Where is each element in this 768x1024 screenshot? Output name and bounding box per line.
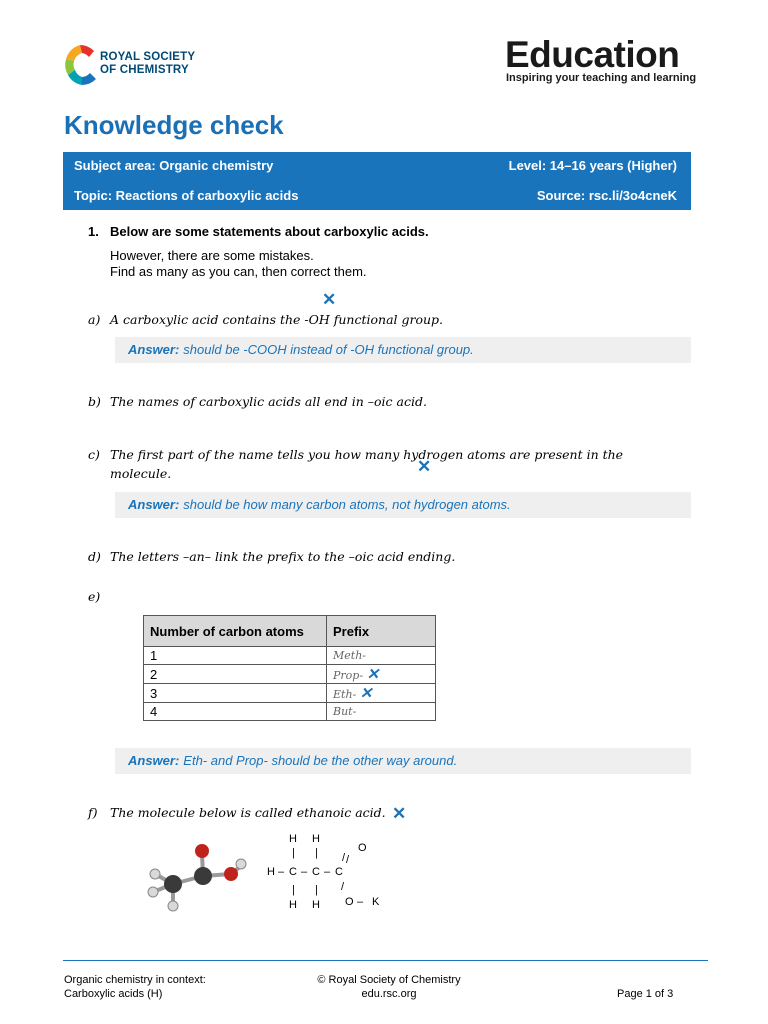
statement-c-line-1: The first part of the name tells you how many hydrogen atoms are present in the xyxy=(110,447,624,462)
footer-left-2: Carboxylic acids (H) xyxy=(64,988,163,1000)
question-title: Below are some statements about carboxylic acids. xyxy=(110,224,429,239)
footer-left xyxy=(64,973,206,1001)
atom-label: H xyxy=(289,833,297,845)
banner-source: Source: rsc.li/3o4cneK xyxy=(536,188,677,203)
page-title: Knowledge check xyxy=(64,110,284,140)
table-cell: 1 xyxy=(144,647,327,665)
table-row xyxy=(144,684,436,703)
footer-center-2: edu.rsc.org xyxy=(361,988,417,1000)
answer-a xyxy=(115,337,691,363)
table-row xyxy=(144,703,436,721)
statement-c-letter: c) xyxy=(88,447,100,462)
banner-subject: Subject area: Organic chemistry xyxy=(74,158,274,173)
education-title: Education xyxy=(505,34,680,75)
atom-label: K xyxy=(372,896,380,908)
footer-left-1: Organic chemistry in context: xyxy=(64,974,206,986)
statement-f-letter: f) xyxy=(88,805,98,820)
table-cell-text: Eth- xyxy=(333,688,357,701)
table-row xyxy=(144,647,436,665)
rsc-line-1: ROYAL SOCIETY xyxy=(100,51,196,63)
rsc-logo xyxy=(62,43,222,87)
bond-label: – xyxy=(357,896,364,908)
table-cell xyxy=(327,684,436,703)
cross-mark-icon: ✕ xyxy=(322,290,337,309)
table-cell: Meth- xyxy=(327,647,436,665)
instruction-line-1: However, there are some mistakes. xyxy=(110,248,314,263)
banner-level: Level: 14–16 years (Higher) xyxy=(508,158,677,173)
table-cell: 2 xyxy=(144,665,327,684)
atom-label: C xyxy=(289,866,297,878)
cross-mark-icon: ✕ xyxy=(366,665,380,683)
bond-label: / xyxy=(342,852,346,864)
footer-center-1: © Royal Society of Chemistry xyxy=(317,974,461,986)
question-instructions xyxy=(110,248,367,280)
statement-e-letter: e) xyxy=(88,589,101,604)
bond-label: | xyxy=(315,884,318,896)
bond-label: / xyxy=(341,881,345,893)
molecule-model-image xyxy=(138,836,248,916)
table-cell xyxy=(327,665,436,684)
table-row xyxy=(144,665,436,684)
rsc-line-2: OF CHEMISTRY xyxy=(100,64,189,76)
bond-label: | xyxy=(315,847,318,859)
bond-label: | xyxy=(292,884,295,896)
table-header: Number of carbon atoms xyxy=(144,616,327,647)
instruction-line-2: Find as many as you can, then correct them. xyxy=(110,264,367,279)
footer-center xyxy=(274,973,504,1001)
statement-b: The names of carboxylic acids all end in –oic acid. xyxy=(110,394,427,409)
statement-b-letter: b) xyxy=(88,394,101,409)
statement-a: A carboxylic acid contains the -OH functional group. xyxy=(110,312,444,327)
answer-label: Answer: xyxy=(128,497,180,512)
education-tagline: Inspiring your teaching and learning xyxy=(506,72,697,84)
cross-mark-icon: ✕ xyxy=(359,684,373,702)
answer-label: Answer: xyxy=(128,342,180,357)
structural-formula xyxy=(262,832,392,912)
cross-mark-icon: ✕ xyxy=(392,804,407,823)
question-number: 1. xyxy=(88,224,99,239)
answer-c-text: should be how many carbon atoms, not hydrogen atoms. xyxy=(183,497,511,512)
atom-label: C xyxy=(335,866,343,878)
statement-d-letter: d) xyxy=(88,549,101,564)
atom-label: O xyxy=(345,896,354,908)
statement-a-letter: a) xyxy=(88,312,101,327)
cross-mark-icon: ✕ xyxy=(417,457,432,476)
bond-label: | xyxy=(292,847,295,859)
atom-label: O xyxy=(358,842,367,854)
bond-label: – xyxy=(278,866,285,878)
page-number: Page 1 of 3 xyxy=(617,988,674,1000)
atom-label: C xyxy=(312,866,320,878)
bond-label: – xyxy=(301,866,308,878)
answer-e-text: Eth- and Prop- should be the other way around. xyxy=(183,753,458,768)
answer-e xyxy=(115,748,691,774)
atom-label: H xyxy=(289,899,297,911)
statement-d: The letters –an– link the prefix to the –oic acid ending. xyxy=(110,549,456,564)
prefix-table xyxy=(143,615,436,721)
statement-c-line-2: molecule. xyxy=(110,466,172,481)
footer-divider xyxy=(63,960,708,961)
atom-label: H xyxy=(312,833,320,845)
statement-c xyxy=(110,445,650,483)
info-banner xyxy=(63,152,691,210)
answer-label: Answer: xyxy=(128,753,180,768)
table-cell: 4 xyxy=(144,703,327,721)
table-cell-text: Prop- xyxy=(333,669,364,682)
answer-c xyxy=(115,492,691,518)
rsc-logo-mark-icon xyxy=(62,43,98,87)
atom-label: H xyxy=(267,866,275,878)
answer-a-text: should be -COOH instead of -OH functional group. xyxy=(183,342,474,357)
table-header: Prefix xyxy=(327,616,436,647)
table-cell: 3 xyxy=(144,684,327,703)
atom-label: H xyxy=(312,899,320,911)
table-cell: But- xyxy=(327,703,436,721)
statement-f: The molecule below is called ethanoic acid. xyxy=(110,805,386,820)
bond-label: – xyxy=(324,866,331,878)
banner-topic: Topic: Reactions of carboxylic acids xyxy=(74,188,299,203)
bond-label: / xyxy=(346,854,350,866)
